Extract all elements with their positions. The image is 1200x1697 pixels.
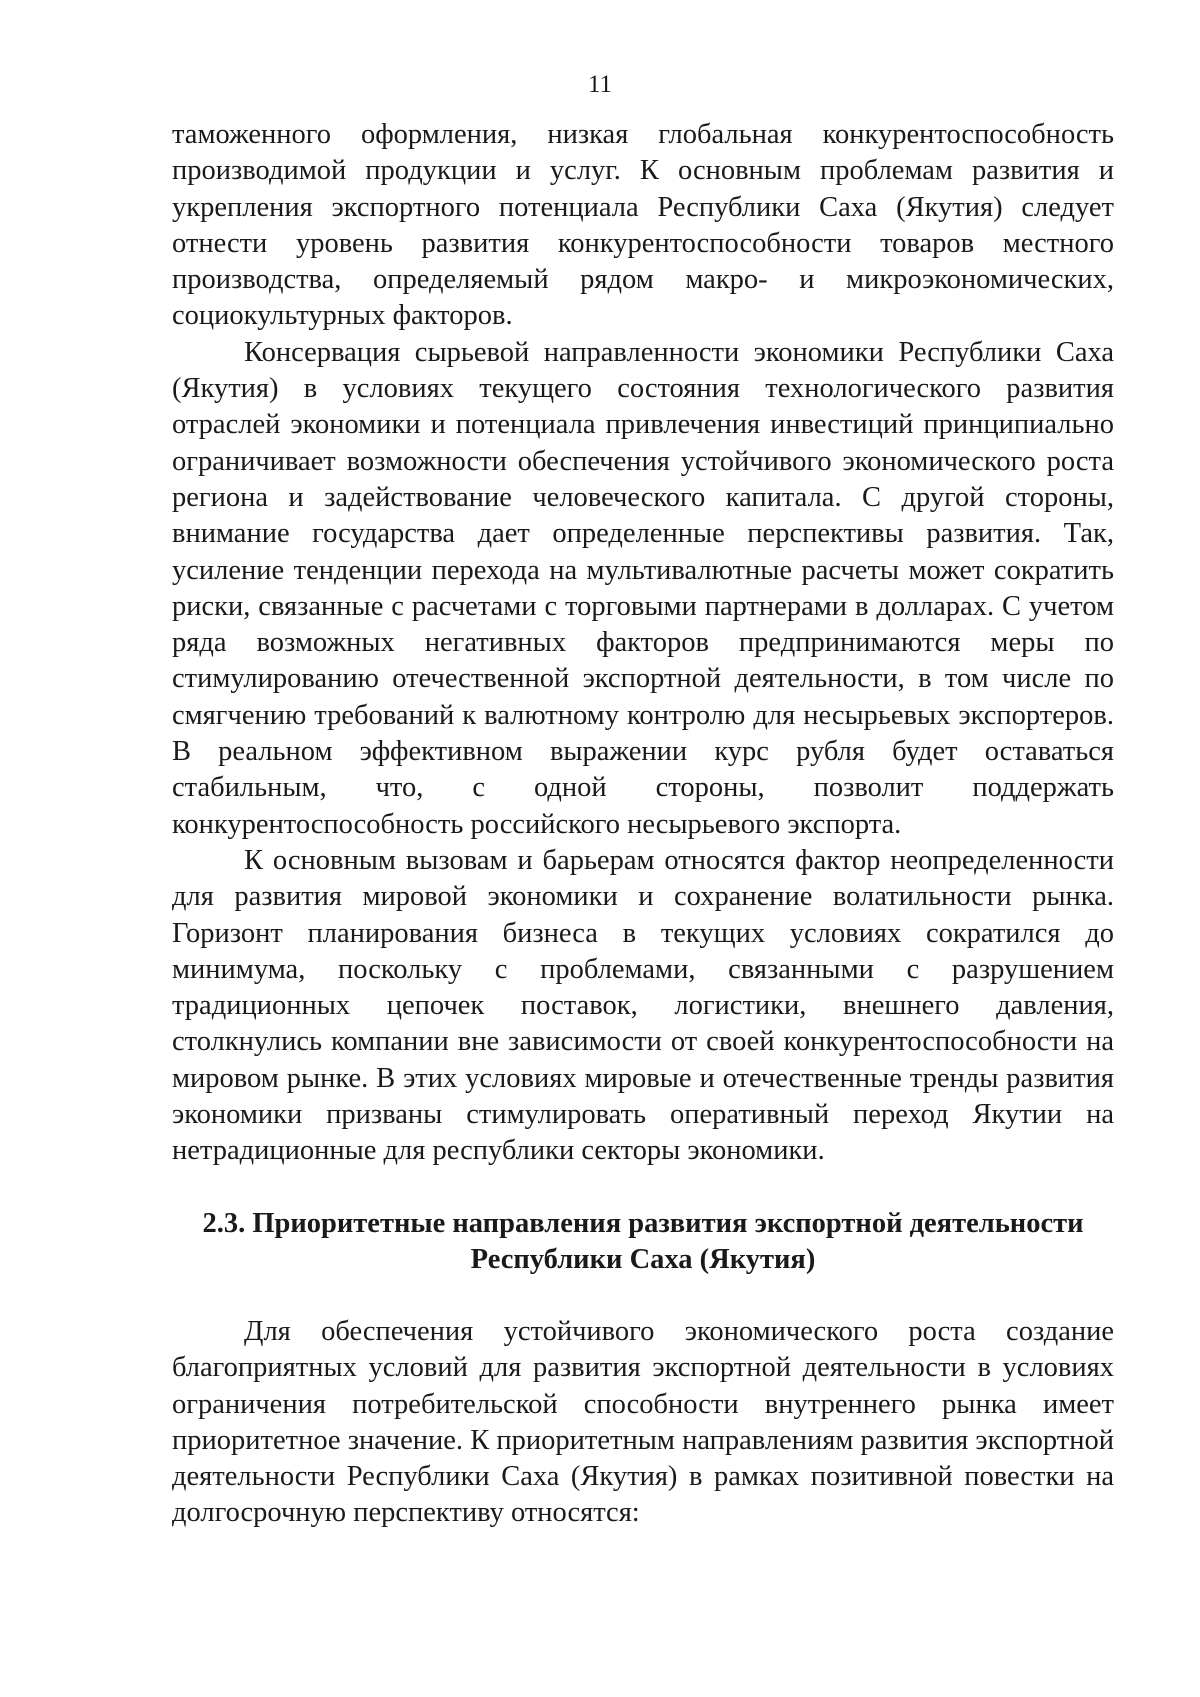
paragraph: Для обеспечения устойчивого экономического роста создание благоприятных условий для развития экспортной деятельности в условиях ограничения потребительской способности внутреннего рынка имеет приоритетное значение. К приоритетным направлениям развития экспортной деятельности Республики Саха (Якутия) в рамках позитивной повестки на долгосрочную перспективу относятся: [172, 1316, 1114, 1529]
paragraph: таможенного оформления, низкая глобальная конкурентоспособность производимой продукции и услуг. К основным проблемам развития и укрепления экспортного потенциала Республики Саха (Якутия) следует отнести уровень развития конкурентоспособности товаров местного производства, определяемый рядом макро- и микроэкономических, социокультурных факторов. [172, 119, 1114, 332]
paragraph: Консервация сырьевой направленности экономики Республики Саха (Якутия) в условиях текущего состояния технологического развития отраслей экономики и потенциала привлечения инвестиций принципиально ограничивает возможности обеспечения устойчивого экономического роста региона и задействование человеческого капитала. С другой стороны, внимание государства дает определенные перспективы развития. Так, усиление тенденции перехода на мультивалютные расчеты может сократить риски, связанные с расчетами с торговыми партнерами в долларах. С учетом ряда возможных негативных факторов предпринимаются меры по стимулированию отечественной экспортной деятельности, в том числе по смягчению требований к валютному контролю для несырьевых экспортеров. В реальном эффективном выражении курс рубля будет оставаться стабильным, что, с одной стороны, позволит поддержать конкурентоспособность российского несырьевого экспорта. [172, 336, 1114, 840]
section-heading-line: 2.3. Приоритетные направления развития экспортной деятельности [202, 1208, 1084, 1239]
paragraph: К основным вызовам и барьерам относятся фактор неопределенности для развития мировой экономики и сохранение волатильности рынка. Горизонт планирования бизнеса в текущих условиях сократился до минимума, поскольку с проблемами, связанными с разрушением традиционных цепочек поставок, логистики, внешнего давления, столкнулись компании вне зависимости от своей конкурентоспособности на мировом рынке. В этих условиях мировые и отечественные тренды развития экономики призваны стимулировать оперативный переход Якутии на нетрадиционные для республики секторы экономики. [172, 844, 1114, 1167]
section-heading-line: Республики Саха (Якутия) [470, 1244, 816, 1276]
section-heading [172, 1206, 1114, 1279]
body-text [172, 117, 1114, 1170]
page-number: 11 [587, 71, 613, 98]
section-body-text [172, 1314, 1114, 1532]
